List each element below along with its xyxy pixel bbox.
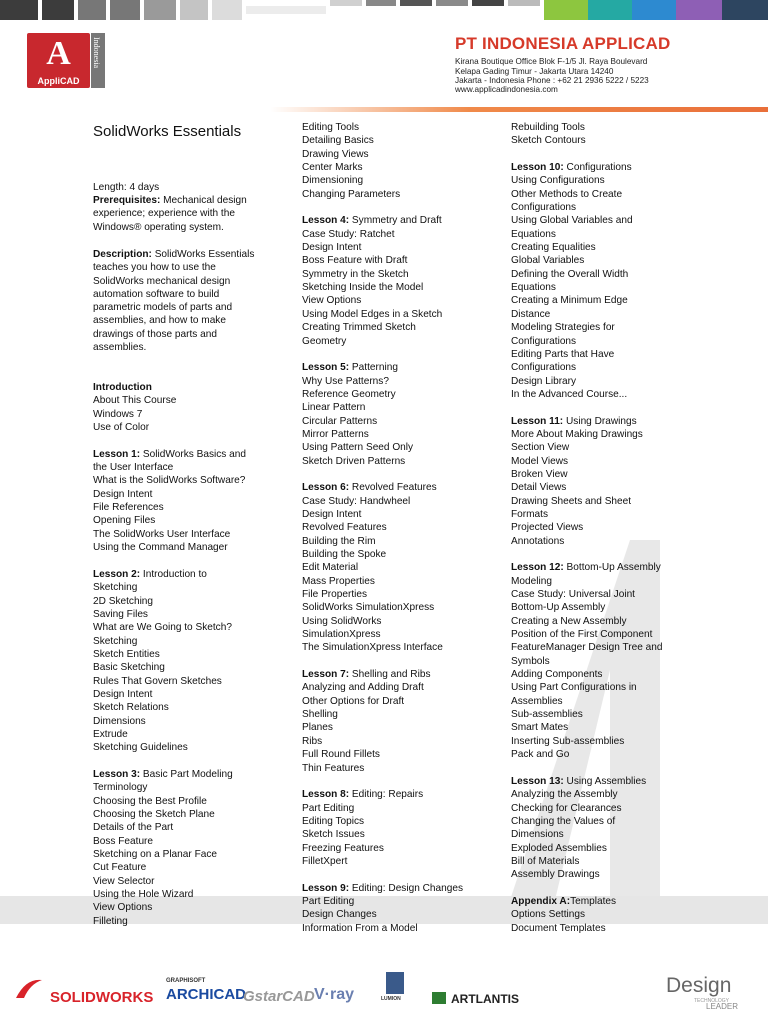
block-gap [302,655,463,668]
topic-item: Windows 7 [93,408,143,420]
topic-item: Creating a New Assembly [511,615,627,627]
lesson-heading [511,775,663,788]
lesson-heading [302,214,463,227]
lesson-heading [302,481,463,494]
topic-item: Other Options for Draft [302,695,405,707]
topic-item: In the Advanced Course... [511,388,628,400]
topic-item: Why Use Patterns? [302,375,389,387]
lesson-title: Revolved Features [349,482,437,494]
topic-item: Design Library [511,375,577,387]
topic-item: Equations [511,228,556,240]
topic-item: Position of the First Component [511,629,653,641]
topic-item: Using Configurations [511,175,605,187]
topic-item: Center Marks [302,162,363,174]
topic-item: Configurations [511,362,577,374]
topic-item: Modeling Strategies for [511,322,615,334]
topic-item: Options Settings [511,909,586,921]
block-gap [511,401,663,414]
topic-item: Using Global Variables and [511,215,633,227]
lesson-title: Bottom-Up Assembly [563,562,661,574]
topic-item: Linear Pattern [302,402,366,414]
topic-item: Saving Files [93,608,148,620]
topic-item: Case Study: Handwheel [302,495,411,507]
topic-item: Creating a Minimum Edge [511,295,628,307]
header-separator [270,107,768,112]
logo-vray: V·ray [314,986,355,1003]
topic-item: Using Pattern Seed Only [302,442,414,454]
block-gap [511,148,663,161]
logo-technology: TECHNOLOGY [694,998,730,1004]
lesson-heading [93,448,246,461]
lesson-title: Patterning [349,362,398,374]
logo-letter: A [46,35,71,72]
desc-line-1: SolidWorks Essentials [151,249,255,260]
lesson-title: Symmetry and Draft [349,215,442,227]
block-gap [511,548,663,561]
topic-item: Symmetry in the Sketch [302,268,409,280]
topic-item: Annotations [511,535,565,547]
topic-item: What are We Going to Sketch? [93,622,232,634]
topic-item: Editing Tools [302,122,360,133]
block-gap [511,882,663,895]
topic-item: Editing Topics [302,815,365,827]
prereq-line-3: Windows® operating system. [93,221,224,233]
lesson-number: Introduction [93,382,152,393]
topic-item: Design Intent [93,688,153,700]
lesson-heading [93,768,246,781]
description [93,248,254,354]
syllabus-column-3 [511,121,663,935]
topic-item: Design Intent [93,488,153,500]
block-gap [93,554,246,567]
topic-item: Circular Patterns [302,415,378,427]
topic-item: Shelling [302,709,338,721]
topic-item: Filleting [93,915,128,927]
topic-item: Using SolidWorks [302,615,382,627]
lesson-heading [511,415,663,428]
address-line-1: Kirana Boutique Office Blok F-1/5 Jl. Raya Boulevard [455,57,648,66]
topic-item: Sketch Relations [93,702,169,714]
topic-item: Analyzing the Assembly [511,789,618,801]
topic-item: Part Editing [302,895,355,907]
lesson-title: Basic Part Modeling [140,768,233,780]
topic-item: The SolidWorks User Interface [93,528,231,540]
applicad-logo [27,33,90,88]
topic-item: Use of Color [93,422,150,434]
logo-word: AppliCAD [37,76,80,86]
topic-item: Dimensioning [302,175,364,187]
lesson-heading [302,882,463,895]
topic-item: Checking for Clearances [511,802,622,814]
topic-item: Opening Files [93,515,156,527]
solidworks-ds-icon [14,976,44,1002]
block-gap [93,755,246,768]
prereq-line-2: experience; experience with the [93,208,235,220]
topic-item: Projected Views [511,522,584,534]
syllabus-column-1 [93,381,246,928]
course-title: SolidWorks Essentials [93,123,242,140]
topic-item: Drawing Views [302,148,369,160]
prereq-line-1: Mechanical design [160,195,247,206]
topic-item: About This Course [93,395,177,407]
lesson-title-continued: Modeling [511,575,552,587]
syllabus-column-2 [302,121,463,935]
topic-item: Using Part Configurations in [511,682,637,694]
lesson-title: Editing: Design Changes [349,882,464,894]
topic-item: Case Study: Ratchet [302,228,395,240]
lesson-heading [93,381,246,394]
topic-item: Using the Command Manager [93,542,228,554]
logo-graphisoft: GRAPHISOFT [166,978,206,984]
block-gap [302,775,463,788]
prerequisites [93,194,247,234]
topic-item: Planes [302,722,333,734]
topic-item: Section View [511,442,570,454]
lesson-number: Appendix A: [511,895,571,907]
topic-item: Detailing Basics [302,135,374,147]
logo-solidworks: SOLIDWORKS [50,989,154,1006]
topic-item: Part Editing [302,802,355,814]
topic-item: Cut Feature [93,862,147,874]
topic-item: View Selector [93,875,155,887]
topic-item: File References [93,502,164,514]
lesson-heading [93,568,246,581]
lesson-title-continued: Sketching [93,582,138,594]
topic-item: Sketching [93,635,138,647]
topic-item: Sketch Entities [93,648,160,660]
lesson-title: Using Drawings [563,415,637,427]
topic-item: Model Views [511,455,569,467]
desc-line-8: assemblies. [93,342,147,354]
topic-item: Choosing the Sketch Plane [93,809,215,820]
topic-item: FilletXpert [302,855,348,867]
topic-item: Drawing Sheets and Sheet [511,495,632,507]
logo-gstarcad: GstarCAD [243,988,315,1005]
topic-item: More About Making Drawings [511,428,643,440]
topic-item: Reference Geometry [302,388,396,400]
topic-item: Ribs [302,735,323,747]
topic-item: Bottom-Up Assembly [511,602,606,614]
topic-item: Dimensions [511,829,564,841]
lesson-title: Editing: Repairs [349,789,424,801]
lesson-heading [511,895,663,908]
artlantis-mark-icon [432,992,446,1004]
desc-line-7: drawings of those parts and [93,328,218,340]
topic-item: File Properties [302,589,368,601]
lesson-number: Lesson 3: [93,768,141,780]
block-gap [511,762,663,775]
topic-item: Inserting Sub-assemblies [511,735,625,747]
topic-item: Terminology [93,782,148,794]
lesson-number: Lesson 1: [93,448,141,460]
topic-item: Information From a Model [302,922,418,934]
topic-item: Sub-assemblies [511,709,583,721]
prereq-label: Prerequisites: [93,195,161,206]
topic-item: Extrude [93,728,128,740]
lesson-heading [511,561,663,574]
topic-item: SimulationXpress [302,629,381,641]
block-gap [302,468,463,481]
logo-leader: LEADER [706,1002,739,1011]
topic-item: Building the Rim [302,535,376,547]
block-gap [302,348,463,361]
topic-item: Case Study: Universal Joint [511,589,635,601]
lesson-number: Lesson 10: [511,162,564,174]
logo-archicad: ARCHICAD [166,986,246,1003]
desc-line-6: assemblies, and how to make [93,315,226,327]
top-color-bar [0,0,768,20]
topic-item: Mirror Patterns [302,428,369,440]
topic-item: 2D Sketching [93,595,154,607]
lesson-number: Lesson 5: [302,362,350,374]
lesson-number: Lesson 11: [511,415,564,427]
topic-item: Mass Properties [302,575,375,587]
address-line-2: Kelapa Gading Timur - Jakarta Utara 14240 [455,67,614,76]
topic-item: Design Changes [302,909,377,921]
topic-item: Rebuilding Tools [511,122,585,133]
topic-item: Boss Feature [93,835,154,847]
logo-side-tag [91,33,105,88]
lesson-title-continued: the User Interface [93,462,174,474]
topic-item: Distance [511,308,551,320]
topic-item: Boss Feature with Draft [302,255,408,267]
topic-item: Other Methods to Create [511,188,623,200]
topic-item: Changing the Values of [511,815,616,827]
lesson-number: Lesson 12: [511,562,564,574]
topic-item: Symbols [511,655,550,667]
desc-line-5: parametric models of parts and [93,302,233,314]
topic-item: Geometry [302,335,347,347]
topic-item: Revolved Features [302,522,387,534]
desc-line-2: teaches you how to use the [93,262,216,274]
lesson-number: Lesson 2: [93,568,141,580]
topic-item: Design Intent [302,508,362,520]
lesson-heading [302,668,463,681]
lesson-number: Lesson 8: [302,789,350,801]
topic-item: Formats [511,508,549,520]
topic-item: Building the Spoke [302,549,387,560]
topic-item: Exploded Assemblies [511,842,607,854]
topic-item: Sketching on a Planar Face [93,849,218,861]
topic-item: Analyzing and Adding Draft [302,682,424,694]
topic-item: Bill of Materials [511,855,580,867]
topic-item: Editing Parts that Have [511,348,615,360]
topic-item: What is the SolidWorks Software? [93,475,246,487]
topic-item: Sketching Inside the Model [302,282,424,294]
topic-item: Assemblies [511,695,563,707]
topic-item: Adding Components [511,669,603,681]
topic-item: Freezing Features [302,842,384,854]
lesson-number: Lesson 4: [302,215,350,227]
topic-item: Smart Mates [511,722,569,734]
topic-item: Design Intent [302,242,362,254]
topic-item: Full Round Fillets [302,749,380,761]
lesson-title: Using Assemblies [563,775,647,787]
topic-item: Creating Trimmed Sketch [302,322,416,334]
desc-label: Description: [93,249,152,260]
topic-item: Basic Sketching [93,662,165,674]
topic-item: Configurations [511,335,577,347]
topic-item: Assembly Drawings [511,869,600,881]
topic-item: Using Model Edges in a Sketch [302,308,443,320]
topic-item: Configurations [511,202,577,214]
topic-item: Changing Parameters [302,188,401,200]
topic-item: SolidWorks SimulationXpress [302,602,435,614]
topic-item: Sketch Contours [511,135,586,147]
lesson-title: Configurations [563,162,632,174]
topic-item: Sketching Guidelines [93,742,188,754]
lumion-mark-icon [386,972,404,994]
block-gap [302,201,463,214]
topic-item: Edit Material [302,562,359,574]
topic-item: View Options [302,295,362,307]
lesson-number: Lesson 9: [302,882,350,894]
topic-item: Choosing the Best Profile [93,795,207,807]
topic-item: Pack and Go [511,749,570,761]
topic-item: Equations [511,282,556,294]
topic-item: Global Variables [511,255,585,267]
topic-item: Rules That Govern Sketches [93,675,222,687]
topic-item: Defining the Overall Width [511,268,629,280]
company-name: PT INDONESIA APPLICAD [455,34,671,53]
topic-item: The SimulationXpress Interface [302,642,443,654]
lesson-number: Lesson 7: [302,669,350,681]
topic-item: View Options [93,902,153,914]
topic-item: Dimensions [93,715,146,727]
topic-item: Sketch Issues [302,829,365,841]
topic-item: Sketch Driven Patterns [302,455,406,467]
topic-item: Using the Hole Wizard [93,889,194,901]
logo-lumion: LUMION [381,996,401,1002]
lesson-title: Templates [570,895,617,907]
logo-artlantis: ARTLANTIS [451,992,519,1006]
topic-item: Document Templates [511,922,606,934]
topic-item: Detail Views [511,482,567,494]
lesson-title: SolidWorks Basics and [140,448,246,460]
lesson-heading [302,361,463,374]
logo-design: Design [666,974,732,997]
lesson-title: Shelling and Ribs [349,669,431,681]
desc-line-4: automation software to build [93,288,220,300]
block-gap [93,434,246,447]
address-line-4: www.applicadindonesia.com [455,85,558,94]
lesson-number: Lesson 13: [511,775,564,787]
lesson-heading [302,788,463,801]
lesson-heading [511,161,663,174]
lesson-number: Lesson 6: [302,482,350,494]
block-gap [302,868,463,881]
footer-logos [0,960,768,1024]
desc-line-3: SolidWorks mechanical design [93,275,231,287]
course-length: Length: 4 days [93,182,160,193]
topic-item: Details of the Part [93,822,174,834]
topic-item: Creating Equalities [511,242,596,254]
topic-item: FeatureManager Design Tree and [511,642,663,654]
lesson-title: Introduction to [140,568,207,580]
logo-side-text: Indonesia [92,37,101,69]
address-line-3: Jakarta - Indonesia Phone : +62 21 2936 5222 / 5223 [455,76,649,85]
topic-item: Thin Features [302,762,365,774]
topic-item: Broken View [511,468,568,480]
